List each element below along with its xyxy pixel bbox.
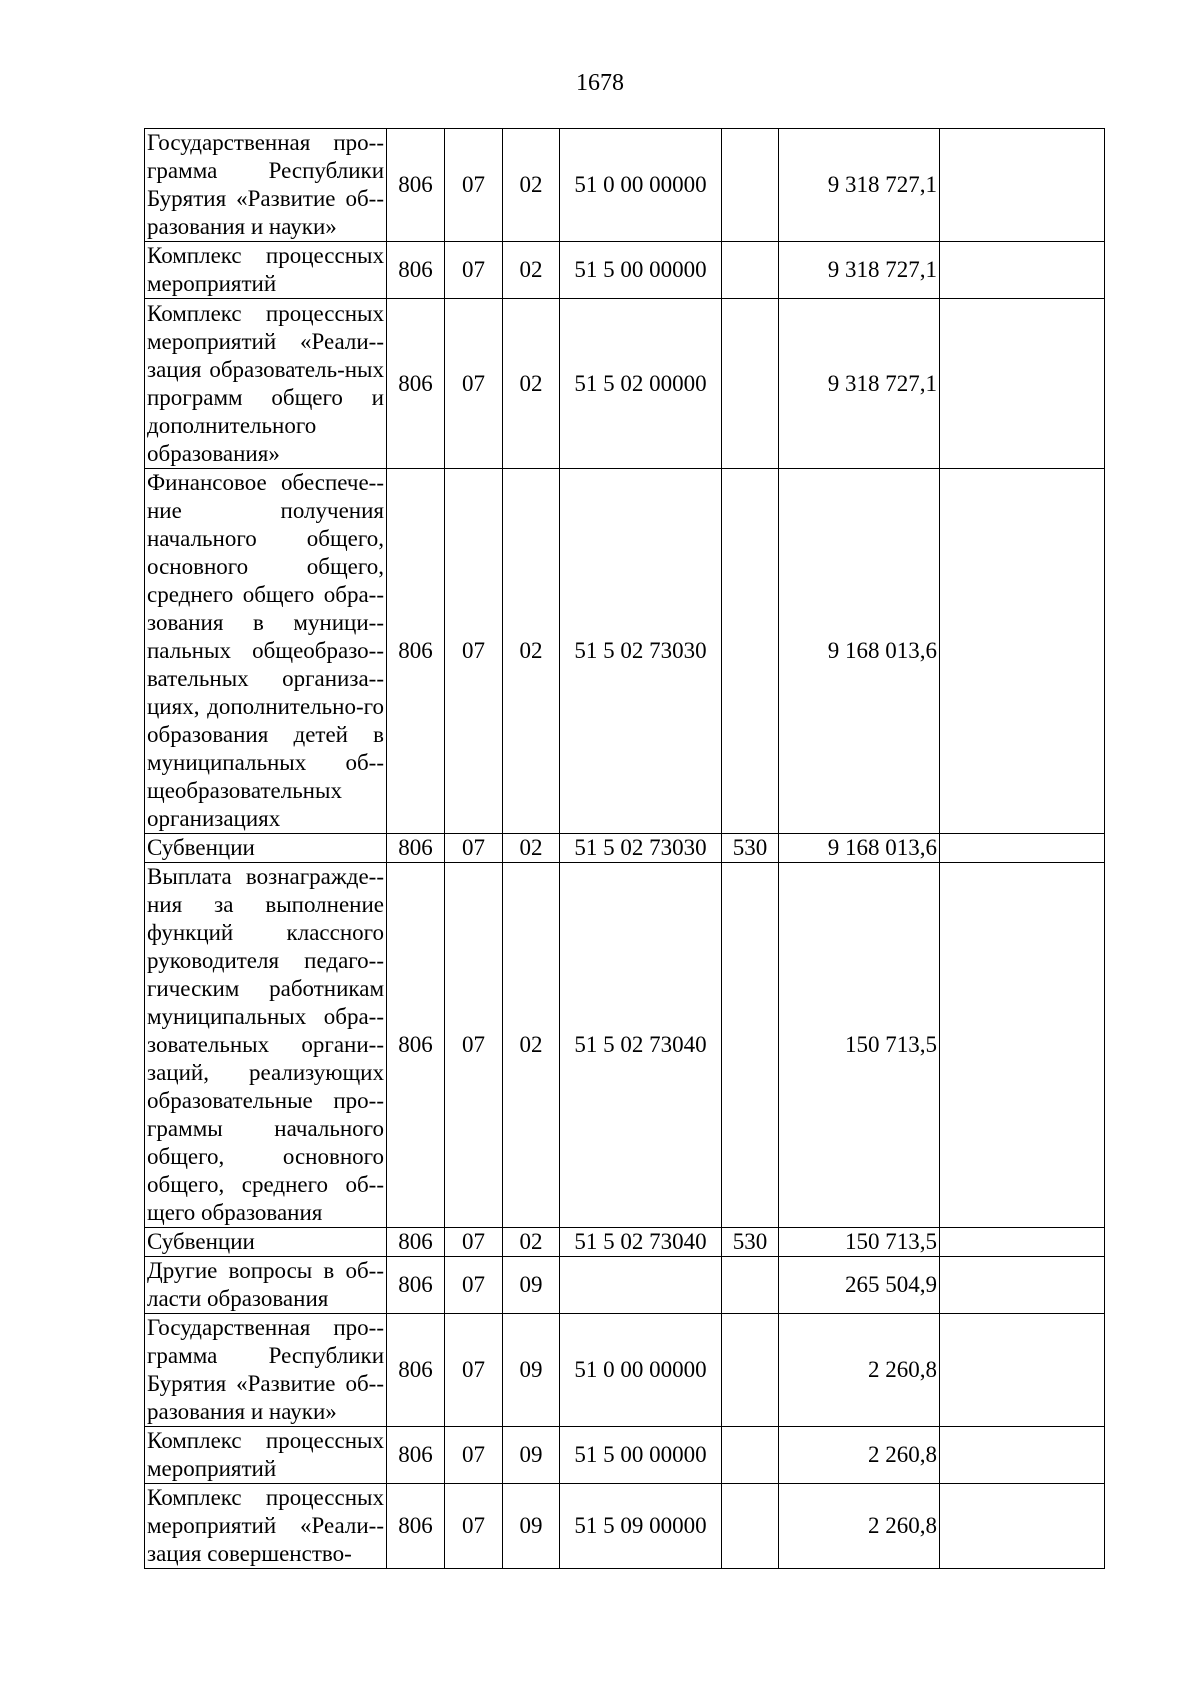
extra-cell [940,299,1105,469]
section-code: 07 [445,834,503,863]
extra-cell [940,1228,1105,1257]
section-code: 07 [445,1314,503,1427]
page-number: 1678 [576,70,624,96]
amount-cell: 150 713,5 [779,1228,940,1257]
amount-cell: 9 168 013,6 [779,834,940,863]
target-article-code: 51 5 02 73030 [560,469,722,834]
row-description: Финансовое обеспече-ние получения начального общего, основного общего, среднего общего обра-зования в муници-пальных общеобразо-вательных организа-циях, дополнительно-го образования детей в муниципальных об-щеобразовательных организациях [145,469,387,834]
ministry-code: 806 [387,1228,445,1257]
amount-cell: 9 318 727,1 [779,242,940,299]
row-description: Другие вопросы в об-ласти образования [145,1257,387,1314]
subsection-code: 09 [503,1484,560,1569]
amount-cell: 150 713,5 [779,863,940,1228]
row-description: Государственная про-грамма Республики Бурятия «Развитие об-разования и науки» [145,129,387,242]
budget-table [144,128,1105,1569]
row-description: Комплекс процессных мероприятий [145,1427,387,1484]
expense-type-code [722,863,779,1228]
subsection-code: 02 [503,299,560,469]
extra-cell [940,1427,1105,1484]
section-code: 07 [445,863,503,1228]
target-article-code: 51 5 00 00000 [560,242,722,299]
subsection-code: 09 [503,1427,560,1484]
expense-type-code [722,129,779,242]
extra-cell [940,863,1105,1228]
amount-cell: 265 504,9 [779,1257,940,1314]
table-row [145,863,1105,1228]
ministry-code: 806 [387,129,445,242]
table-row [145,834,1105,863]
expense-type-code [722,1427,779,1484]
table-row [145,1314,1105,1427]
table-row [145,242,1105,299]
row-description: Комплекс процессных мероприятий [145,242,387,299]
section-code: 07 [445,1257,503,1314]
amount-cell: 2 260,8 [779,1314,940,1427]
amount-cell: 9 168 013,6 [779,469,940,834]
section-code: 07 [445,1427,503,1484]
expense-type-code [722,1314,779,1427]
table-row [145,1427,1105,1484]
ministry-code: 806 [387,1484,445,1569]
row-description: Субвенции [145,834,387,863]
ministry-code: 806 [387,1314,445,1427]
subsection-code: 09 [503,1314,560,1427]
extra-cell [940,1484,1105,1569]
table-row [145,1257,1105,1314]
row-description: Субвенции [145,1228,387,1257]
amount-cell: 2 260,8 [779,1484,940,1569]
ministry-code: 806 [387,299,445,469]
target-article-code: 51 5 00 00000 [560,1427,722,1484]
expense-type-code [722,299,779,469]
amount-cell: 9 318 727,1 [779,129,940,242]
table-row [145,1484,1105,1569]
table-row [145,299,1105,469]
row-description: Комплекс процессных мероприятий «Реали-зация образователь-ных программ общего и дополнительного образования» [145,299,387,469]
target-article-code: 51 5 02 73040 [560,863,722,1228]
subsection-code: 02 [503,129,560,242]
expense-type-code: 530 [722,1228,779,1257]
extra-cell [940,834,1105,863]
section-code: 07 [445,242,503,299]
amount-cell: 2 260,8 [779,1427,940,1484]
target-article-code [560,1257,722,1314]
section-code: 07 [445,469,503,834]
ministry-code: 806 [387,242,445,299]
subsection-code: 02 [503,1228,560,1257]
target-article-code: 51 0 00 00000 [560,1314,722,1427]
subsection-code: 09 [503,1257,560,1314]
target-article-code: 51 0 00 00000 [560,129,722,242]
expense-type-code [722,1484,779,1569]
target-article-code: 51 5 02 00000 [560,299,722,469]
ministry-code: 806 [387,863,445,1228]
expense-type-code: 530 [722,834,779,863]
expense-type-code [722,1257,779,1314]
table-row [145,129,1105,242]
expense-type-code [722,469,779,834]
target-article-code: 51 5 09 00000 [560,1484,722,1569]
section-code: 07 [445,299,503,469]
section-code: 07 [445,129,503,242]
table-row [145,1228,1105,1257]
row-description: Государственная про-грамма Республики Бурятия «Развитие об-разования и науки» [145,1314,387,1427]
amount-cell: 9 318 727,1 [779,299,940,469]
expense-type-code [722,242,779,299]
ministry-code: 806 [387,1257,445,1314]
subsection-code: 02 [503,242,560,299]
extra-cell [940,1257,1105,1314]
ministry-code: 806 [387,1427,445,1484]
row-description: Выплата вознагражде-ния за выполнение функций классного руководителя педаго-гическим работникам муниципальных обра-зовательных органи-заций, реализующих образовательные про-граммы начального общего, основного общего, среднего об-щего образования [145,863,387,1228]
extra-cell [940,129,1105,242]
ministry-code: 806 [387,469,445,834]
section-code: 07 [445,1484,503,1569]
section-code: 07 [445,1228,503,1257]
table-row [145,469,1105,834]
extra-cell [940,1314,1105,1427]
subsection-code: 02 [503,469,560,834]
target-article-code: 51 5 02 73040 [560,1228,722,1257]
subsection-code: 02 [503,863,560,1228]
extra-cell [940,469,1105,834]
ministry-code: 806 [387,834,445,863]
row-description: Комплекс процессных мероприятий «Реали-зация совершенство- [145,1484,387,1569]
subsection-code: 02 [503,834,560,863]
extra-cell [940,242,1105,299]
target-article-code: 51 5 02 73030 [560,834,722,863]
